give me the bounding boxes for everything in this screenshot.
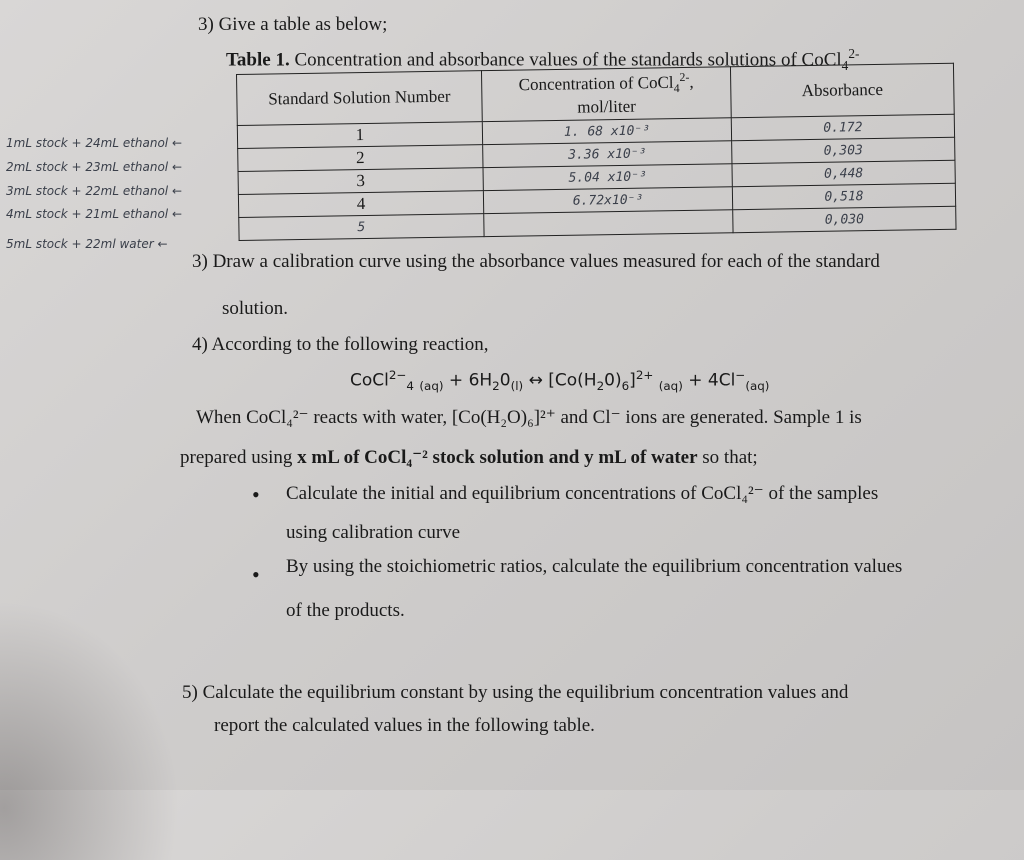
eq-product-sup: 2+ — [635, 368, 654, 382]
caption-sup: 2- — [848, 46, 860, 61]
eq-water-sub: 2 — [492, 379, 500, 394]
eq-aq2: (aq) — [658, 379, 683, 394]
header-conc-text: Concentration of CoCl — [518, 72, 674, 95]
caption-label: Table 1. — [226, 49, 290, 71]
eq-product-sub6: 6 — [621, 379, 630, 394]
eq-product: [Co(H — [548, 370, 597, 391]
eq-aq3: (aq) — [745, 379, 770, 394]
header-conc-unit: mol/liter — [577, 96, 636, 117]
eq-reactant-sub: 4 — [406, 379, 414, 394]
caption-text: Concentration and absorbance values of the standards solutions of CoCl — [294, 49, 842, 71]
row-absorbance: 0.172 — [731, 114, 954, 140]
side-note: 5mL stock + 22ml water ← — [6, 237, 168, 251]
eq-reactant-sup: 2− — [388, 368, 407, 382]
caption-sub: 4 — [841, 58, 849, 74]
para-line2-a: prepared using — [180, 447, 298, 468]
eq-plus-water: + 6H — [443, 370, 493, 391]
bullet2-line2: of the products. — [286, 600, 405, 621]
standards-table — [236, 63, 957, 241]
header-conc-comma: , — [689, 72, 694, 92]
eq-reactant: CoCl — [350, 370, 389, 391]
question-heading: 3) Give a table as below; — [198, 14, 388, 35]
eq-product-b: 0) — [604, 370, 622, 391]
item5-line1: 5) Calculate the equilibrium constant by using the equilibrium concentration values and — [182, 682, 849, 703]
row-absorbance: 0,448 — [732, 160, 955, 186]
paragraph-line1: When CoCl₄²⁻ reacts with water, [Co(H₂O)₆]²⁺ and Cl⁻ ions are generated. Sample 1 is — [196, 407, 862, 428]
row-absorbance: 0,518 — [732, 183, 955, 209]
side-note: 2mL stock + 23mL ethanol ← — [6, 160, 183, 174]
eq-product-sub: 2 — [596, 379, 605, 394]
header-conc-sub: 4 — [673, 81, 680, 96]
bullet2-line1: By using the stoichiometric ratios, calculate the equilibrium concentration values — [286, 556, 903, 577]
reaction-equation — [350, 368, 769, 393]
item3-line2: solution. — [222, 298, 288, 319]
row-concentration: 3.36 x10⁻³ — [483, 141, 732, 168]
item4: 4) According to the following reaction, — [192, 334, 489, 355]
side-note: 3mL stock + 22mL ethanol ← — [6, 184, 183, 198]
page-shadow — [0, 600, 180, 860]
row-number: 2 — [238, 145, 483, 172]
eq-water: 0 — [499, 370, 511, 391]
row-concentration: 6.72x10⁻³ — [483, 187, 732, 214]
side-note: 1mL stock + 24mL ethanol ← — [6, 136, 183, 150]
row-absorbance: 0,030 — [733, 206, 956, 232]
para-line2-c: so that; — [697, 447, 758, 468]
row-concentration — [484, 210, 733, 237]
side-note: 4mL stock + 21mL ethanol ← — [6, 207, 183, 221]
bullet1-line2: using calibration curve — [286, 522, 461, 543]
row-absorbance: 0,303 — [732, 137, 955, 163]
eq-aq: (aq) — [419, 379, 444, 394]
header-absorbance: Absorbance — [730, 63, 954, 117]
eq-chloride: + 4Cl — [682, 370, 736, 391]
row-concentration: 5.04 x10⁻³ — [483, 164, 732, 191]
item3-line1: 3) Draw a calibration curve using the absorbance values measured for each of the standard — [192, 251, 880, 272]
row-number: 3 — [238, 168, 483, 195]
row-number: 5 — [239, 214, 484, 241]
bullet1-line1: Calculate the initial and equilibrium concentrations of CoCl₄²⁻ of the samples — [286, 483, 879, 504]
bullet-dot-icon: • — [252, 482, 260, 507]
paragraph-line2 — [180, 446, 758, 469]
bullet-dot-icon: • — [252, 562, 260, 587]
item5-line2: report the calculated values in the following table. — [214, 715, 595, 736]
row-number: 1 — [237, 122, 482, 149]
eq-chloride-sup: − — [735, 368, 746, 382]
row-concentration: 1. 68 x10⁻³ — [482, 118, 731, 145]
row-number: 4 — [238, 191, 483, 218]
eq-product-c: ] — [629, 370, 636, 391]
eq-liquid: (l) — [510, 379, 524, 394]
eq-arrow: ↔ — [523, 370, 549, 391]
header-standard-number: Standard Solution Number — [237, 71, 483, 126]
header-conc-sup: 2- — [679, 69, 690, 85]
para-line2-bold: x mL of CoCl₄⁻² stock solution and y mL of water — [297, 447, 698, 468]
header-concentration — [481, 67, 731, 122]
